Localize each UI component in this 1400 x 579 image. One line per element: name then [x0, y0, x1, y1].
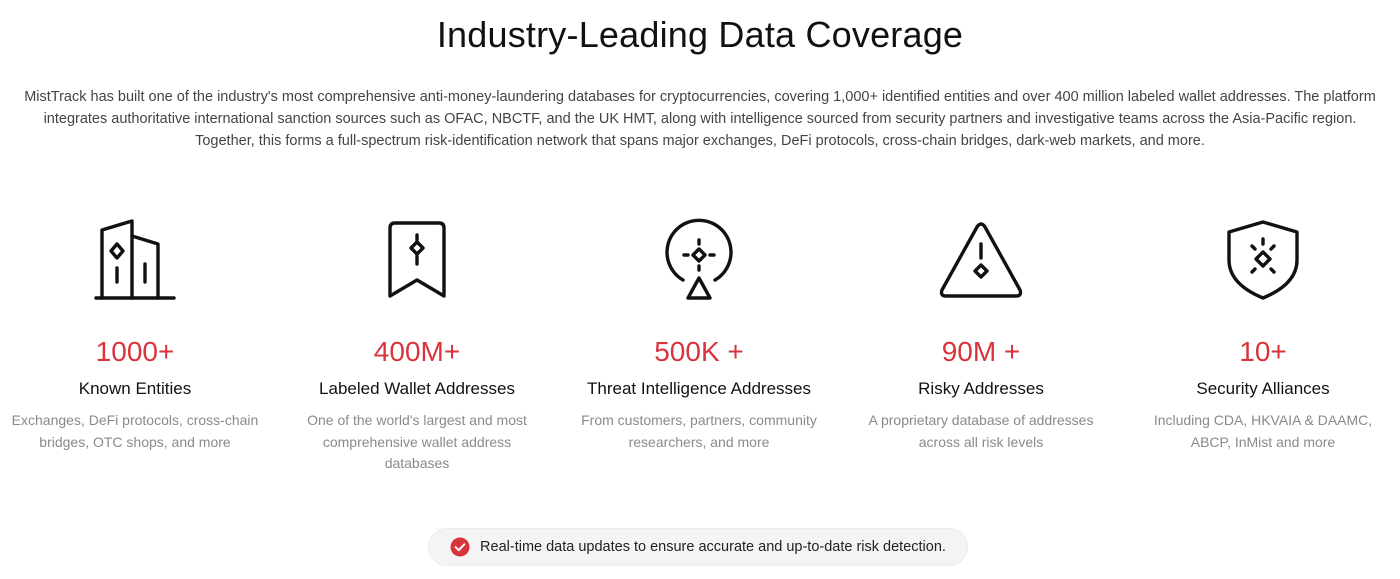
page-title: Industry-Leading Data Coverage: [436, 14, 964, 55]
stat-security-alliances: [1128, 218, 1398, 453]
stat-description: Exchanges, DeFi protocols, cross-chain bridges, OTC shops, and more: [11, 412, 259, 450]
stat-label: Labeled Wallet Addresses: [319, 379, 515, 398]
stat-value: 90M +: [941, 336, 1021, 367]
stat-known-entities: [0, 218, 270, 453]
shield-icon: [1218, 218, 1308, 302]
stat-description: From customers, partners, community researchers, and more: [581, 412, 817, 450]
stat-labeled-wallet-addresses: [282, 218, 552, 475]
threat-intel-icon: [654, 218, 744, 302]
stat-label: Known Entities: [78, 379, 192, 398]
intro-paragraph: MistTrack has built one of the industry's most comprehensive anti-money-laundering databases for cryptocurrencies, covering 1,000+ identified entities and over 400 million labeled wallet addresses. The platform integrates authoritative international sanction sources such as OFAC, NBCTF, and the UK HMT, along with intelligence sourced from security partners and investigative teams across the Asia-Pacific region. Together, this forms a full-spectrum risk-identification network that spans major exchanges, DeFi protocols, cross-chain bridges, dark-web markets, and more.: [24, 89, 1376, 149]
stat-label: Risky Addresses: [918, 379, 1044, 398]
building-icon: [90, 218, 180, 302]
stat-label: Security Alliances: [1196, 379, 1330, 398]
stat-value: 400M+: [373, 336, 461, 367]
stat-value: 1000+: [95, 336, 175, 367]
stat-threat-intelligence-addresses: [564, 218, 834, 453]
stat-description: A proprietary database of addresses across all risk levels: [868, 412, 1094, 450]
warning-triangle-icon: [936, 218, 1026, 302]
check-circle-icon: [450, 537, 470, 557]
stat-description: Including CDA, HKVAIA & DAAMC, ABCP, InMist and more: [1153, 412, 1373, 450]
stat-description: One of the world's largest and most comprehensive wallet address databases: [307, 412, 527, 471]
stat-label: Threat Intelligence Addresses: [587, 379, 811, 398]
stats-row: [0, 218, 1400, 488]
bookmark-icon: [372, 218, 462, 302]
stat-value: 10+: [1239, 336, 1287, 367]
notice-text: Real-time data updates to ensure accurate and up-to-date risk detection.: [480, 539, 946, 555]
realtime-notice: [428, 528, 968, 566]
stat-risky-addresses: [846, 218, 1116, 453]
stat-value: 500K +: [654, 336, 744, 367]
